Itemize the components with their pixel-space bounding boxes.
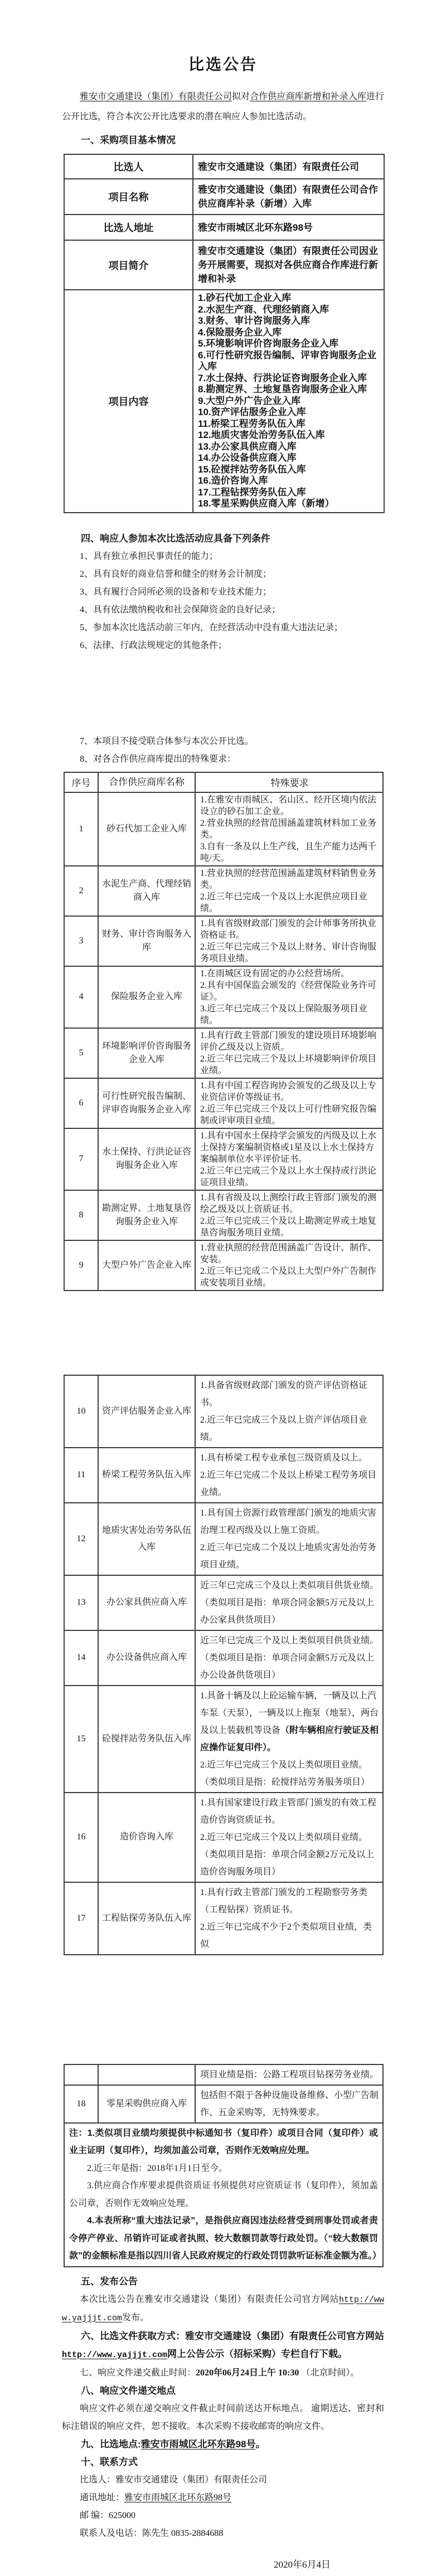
requirement-line: 1.具有国家建设行政主管部门颁发的有效工程造价咨询资质证书。 xyxy=(200,1798,377,1825)
row-no: 7 xyxy=(64,1128,98,1190)
table-row xyxy=(64,215,384,240)
condition-item: 3、具有履行合同所必须的设备和专业技术能力； xyxy=(80,587,272,597)
supplier-table-part3 xyxy=(64,2064,384,2267)
item-8: 8、对各合作供应商库提出的特殊要求： xyxy=(80,754,236,764)
row-no: 1 xyxy=(64,792,98,866)
note-1: 注：1.类似项目业绩均须提供中标通知书（复印件）或项目合同（复印件）或业主证明（复印件），均须加盖公司章，否则作无效响应处理。 xyxy=(69,2128,378,2155)
table-row xyxy=(64,1882,383,1955)
project-content-item: 8.勘测定界、土地复垦咨询服务企业入库 xyxy=(198,384,367,395)
row-name: 环境影响评价咨询服务企业入库 xyxy=(98,1028,195,1078)
project-content-item: 9.大型户外广告企业入库 xyxy=(198,395,301,406)
project-content-item: 6.可行性研究报告编制、评审咨询服务企业入库 xyxy=(198,349,377,372)
row-value: 雅安市雨城区北环东路98号 xyxy=(193,215,384,240)
row-label: 比选人地址 xyxy=(64,215,193,240)
table-row xyxy=(64,916,383,966)
row-no: 6 xyxy=(64,1078,98,1128)
requirement-line: 1.具有省级及以上测绘行政主管部门颁发的测绘乙级及以上资质证书。 xyxy=(200,1192,377,1214)
row-label: 比选人 xyxy=(64,154,193,179)
row-name: 造价咨询入库 xyxy=(98,1793,195,1882)
section4-heading: 四、响应人参加本次比选活动应具备下列条件 xyxy=(81,533,270,544)
row-name xyxy=(98,2064,195,2085)
row-name: 办公设备供应商入库 xyxy=(98,1630,195,1686)
table-row xyxy=(64,1128,383,1190)
row-name: 勘测定界、土地复垦咨询服务企业入库 xyxy=(98,1190,195,1240)
condition-item: 2、具有良好的商业信誉和健全的财务会计制度； xyxy=(80,569,272,579)
condition-item: 5、参加本次比选活动前三年内，在经营活动中没有重大违法记录； xyxy=(80,622,343,632)
condition-item: 4、具有依法缴纳税收和社会保障资金的良好记录； xyxy=(80,605,281,615)
basic-info-table xyxy=(64,154,385,513)
requirement-line: 1.在雅安市雨城区、名山区、经开区境内依法设立的砂石加工企业。 xyxy=(200,795,377,816)
table-row xyxy=(64,1575,383,1630)
project-content-item: 3.财务、审计咨询服务入库 xyxy=(198,315,311,326)
intro-paragraph xyxy=(62,87,384,127)
requirement-line: 1.具有省级财政部门颁发的会计师事务所执业资格证书。 xyxy=(200,918,377,940)
supplier-table-header xyxy=(64,772,383,792)
row-requirements xyxy=(195,1190,383,1240)
row-requirements xyxy=(195,1375,383,1448)
location-period: 。 xyxy=(255,2438,265,2450)
row-name: 工程钻探劳务队伍入库 xyxy=(98,1882,195,1955)
requirement-line: 2.具有中国保监会颁发的《经营保险业务许可证》。 xyxy=(200,980,377,1002)
project-content-item: 12.地质灾害处治劳务队伍入库 xyxy=(198,430,325,440)
project-content-item: 4.保险服务企业入库 xyxy=(198,327,282,338)
row-name: 保险服务企业入库 xyxy=(98,966,195,1028)
row-no: 5 xyxy=(64,1028,98,1078)
row-name: 办公家具供应商入库 xyxy=(98,1575,195,1630)
requirement-line: 1.具有桥梁工程专业承包三级资质及以上。 xyxy=(200,1453,368,1463)
section6-heading xyxy=(62,2327,384,2364)
document-body xyxy=(62,87,384,149)
row-requirements xyxy=(195,1240,383,1291)
location-address: 雅安市雨城区北环东路98号 xyxy=(140,2438,256,2450)
row-no: 11 xyxy=(64,1448,98,1503)
deadline-label: 七、响应文件递交截止时间： xyxy=(80,2368,196,2378)
requirement-line: 1.具有国土资源行政管理部门颁发的地质灾害治理工程丙级及以上施工资质。 xyxy=(200,1508,377,1535)
contact-person-phone: 联系人及电话：陈先生 0835-2884688 xyxy=(80,2528,224,2538)
table-row xyxy=(64,179,384,215)
project-content-item: 10.资产评估服务企业入库 xyxy=(198,407,306,417)
row-no: 2 xyxy=(64,866,98,916)
row-name: 砂石代加工企业入库 xyxy=(98,792,195,866)
row-name: 水土保持、行洪论证咨询服务企业入库 xyxy=(98,1128,195,1190)
project-content-item: 2.水泥生产商、代理经销商入库 xyxy=(198,304,329,315)
requirement-text: 1.具备十辆及以上砼运输车辆，一辆及以上汽车泵（天泵），一辆及以上拖泵（地泵），两台及以上装载机等设备 xyxy=(200,1691,379,1735)
table-row xyxy=(64,1190,383,1240)
requirement-line: 2.近三年已完成三个及以上类似项目业绩。（类似项目是指：砼搅拌站劳务服务项目） xyxy=(200,1760,370,1787)
project-content-cell xyxy=(193,290,384,513)
project-content-item: 7.水土保持、行洪论证咨询服务企业入库 xyxy=(198,372,367,383)
requirement-line: 1.营业执照的经营范围涵盖建筑材料销售业务类。 xyxy=(200,868,377,890)
row-requirements xyxy=(195,1686,383,1793)
section10-heading: 十、联系方式 xyxy=(81,2456,138,2467)
condition-item: 6、法律、行政法规规定的其他条件； xyxy=(80,640,227,650)
project-content-item: 13.办公家具供应商入库 xyxy=(198,441,297,452)
supplier-table-part1 xyxy=(64,772,384,1291)
section9-location xyxy=(62,2436,384,2453)
requirement-line: 2.近三年已完成三个及以上水土保持或行洪论证项目业绩。 xyxy=(200,1166,377,1187)
document-date: 2020年6月4日 xyxy=(274,2559,331,2570)
table-row xyxy=(64,1375,383,1448)
requirement-line xyxy=(200,1687,379,1756)
table-row xyxy=(64,1686,383,1793)
row-no xyxy=(64,2064,98,2085)
project-content-item: 14.办公设备供应商入库 xyxy=(198,452,297,463)
row-no: 3 xyxy=(64,916,98,966)
table-row xyxy=(64,866,383,916)
table-row xyxy=(64,240,384,290)
project-content-item: 17.工程钻探劳务队伍入库 xyxy=(198,486,306,498)
requirement-line: 项目业绩是指：公路工程项目钻探劳务业绩。 xyxy=(200,2069,379,2080)
requirement-line: 1.营业执照的经营范围涵盖广告设计、制作、安装。 xyxy=(200,1243,377,1264)
row-no: 13 xyxy=(64,1575,98,1630)
item-7: 7、本项目不接受联合体参与本次公开比选。 xyxy=(80,736,254,746)
requirement-line: 2.近三年已完成二个及以上桥梁工程劳务项目业绩。 xyxy=(200,1470,377,1497)
requirement-line: 2.近三年已完成不少于2个类似项目业绩，类似 xyxy=(200,1922,372,1949)
table-row xyxy=(64,1448,383,1503)
note-3: 3.供应商合作库要求提供资质证书须提供对应资质证书（复印件），须加盖公司章，否则作无效响应处理。 xyxy=(69,2181,378,2208)
requirement-line: 1.具有行政主管部门颁发的工程勘察劳务类（工程钻探）资质证书。 xyxy=(200,1887,368,1915)
row-no: 10 xyxy=(64,1375,98,1448)
deadline-timezone: （北京时间）。 xyxy=(299,2368,360,2378)
requirement-line: 2.近三年已完成二个及以上地质灾害处治劳务项目业绩。 xyxy=(200,1542,377,1570)
project-content-item: 11.桥梁工程劳务队伍入库 xyxy=(198,418,306,429)
requirement-line: 1.具有中国水土保持学会颁发的丙级及以上水土保持方案编制资格或1星及以上水土保持方案编制单位水平评价证书。 xyxy=(200,1131,377,1164)
section6-text: 六、比选文件获取方式：雅安市交通建设（集团）有限责任公司官方网站 xyxy=(81,2330,384,2341)
table-row xyxy=(64,1028,383,1078)
row-requirements xyxy=(195,1575,383,1630)
row-requirements xyxy=(195,1028,383,1078)
contact-address-label: 通讯地址： xyxy=(80,2492,125,2502)
requirement-line: 1.具备省级财政部门颁发的资产评估资格证书。 xyxy=(200,1380,368,1408)
header-req: 特殊要求 xyxy=(195,772,383,792)
requirement-line: 近三年已完成三个及以上类似项目供货业绩。（类似项目是指：单项合同金额5万元及以上办公设备供货项目） xyxy=(200,1635,379,1680)
row-no: 9 xyxy=(64,1240,98,1291)
row-name: 财务、审计咨询服务入库 xyxy=(98,916,195,966)
row-name: 桥梁工程劳务队伍入库 xyxy=(98,1448,195,1503)
table-row xyxy=(64,1078,383,1128)
row-requirements xyxy=(195,1793,383,1882)
row-requirements xyxy=(195,2085,383,2123)
page-break-gap xyxy=(0,1955,446,2064)
section5-text-post: 发布。 xyxy=(122,2312,149,2322)
row-requirements xyxy=(195,792,383,866)
row-requirements xyxy=(195,916,383,966)
requirement-line: 2.近三年已完成三个及以上可行性研究报告编制或评审项目业绩。 xyxy=(200,1104,377,1126)
row-label: 项目内容 xyxy=(64,290,193,513)
notes-row xyxy=(64,2123,383,2267)
requirement-bold-text: （附车辆相应行驶证及相应操作证复印件）。 xyxy=(200,1725,379,1752)
requirement-line: 近三年已完成三个及以上类似项目供货业绩。（类似项目是指：单项合同金额5万元及以上办公家具供货项目） xyxy=(200,1580,379,1625)
row-requirements xyxy=(195,1448,383,1503)
page-break-gap xyxy=(62,655,384,733)
header-no: 序号 xyxy=(64,772,98,792)
project-content-item: 16.造价咨询入库 xyxy=(198,475,268,486)
row-name: 砼搅拌站劳务队伍入库 xyxy=(98,1686,195,1793)
row-name: 地质灾害处治劳务队伍入库 xyxy=(98,1503,195,1575)
row-value: 雅安市交通建设（集团）有限责任公司 xyxy=(193,154,384,179)
requirement-line: 2.近三年已完成二个及以上大型户外广告制作或安装项目业绩。 xyxy=(200,1266,377,1288)
intro-company-underline: 雅安市交通建设（集团）有限责任公司 xyxy=(80,92,232,101)
row-requirements xyxy=(195,2064,383,2085)
requirement-line: 包括但不限于各种设施设备维修、小型广告制作、五金采购等，无特殊要求。 xyxy=(200,2090,379,2117)
notes-cell xyxy=(64,2123,383,2267)
row-no: 16 xyxy=(64,1793,98,1882)
row-no: 12 xyxy=(64,1503,98,1575)
row-value: 雅安市交通建设（集团）有限责任公司合作供应商库补录（新增）入库 xyxy=(193,179,384,215)
row-requirements xyxy=(195,966,383,1028)
row-no: 18 xyxy=(64,2085,98,2123)
table-row xyxy=(64,1240,383,1291)
row-no: 17 xyxy=(64,1882,98,1955)
row-name: 资产评估服务企业入库 xyxy=(98,1375,195,1448)
requirement-line: 2.近三年已完成三个及以上资产评估项目业绩。 xyxy=(200,1415,368,1442)
section8-heading: 八、响应文件递交地点 xyxy=(81,2385,176,2396)
row-name: 零星采购供应商入库 xyxy=(98,2085,195,2123)
section1-heading: 一、采购项目基本情况 xyxy=(81,135,176,145)
website-link[interactable]: http://www.yajjjt.com xyxy=(62,2350,168,2360)
table-row xyxy=(64,1630,383,1686)
contact-postcode: 邮 编：625000 xyxy=(80,2510,136,2520)
requirement-line: 2.近三年已完成一个及以上水泥供应项目业绩。 xyxy=(200,892,368,913)
row-no: 4 xyxy=(64,966,98,1028)
project-content-item: 1.砂石代加工企业入库 xyxy=(198,293,292,303)
supplier-table-part2 xyxy=(64,1375,384,1955)
table-row xyxy=(64,1503,383,1575)
table-row xyxy=(64,290,384,513)
row-no: 8 xyxy=(64,1190,98,1240)
deadline-datetime: 2020年06月24日上午 10:30 xyxy=(196,2368,299,2378)
row-requirements xyxy=(195,1630,383,1686)
section6-text-post: 网上公告公示（招标采购）专栏自行下载。 xyxy=(167,2348,348,2359)
condition-item: 1、具有独立承担民事责任的能力； xyxy=(80,551,219,561)
document-page xyxy=(0,53,446,2574)
table-row xyxy=(64,2085,383,2123)
requirement-line: 1.具有中国工程咨询协会颁发的乙级及以上专业资信评价等级证书。 xyxy=(200,1080,377,1102)
contact-bixuanren: 比选人：雅安市交通建设（集团）有限责任公司 xyxy=(80,2475,268,2485)
page-break-gap xyxy=(0,1291,446,1375)
intro-project-underline: 合作供应商库新增和补录入库 xyxy=(250,92,366,101)
requirement-line: 2.近三年已完成三个及以上类似项目业绩。（类似项目是指：单项合同金额2万元及以上造价咨询服务项目） xyxy=(200,1832,375,1877)
table-row xyxy=(64,1793,383,1882)
row-label: 项目名称 xyxy=(64,179,193,215)
intro-rest: 进行公开比选，符合本次公开比选要求的潜在响应人参加比选活动。 xyxy=(62,92,384,121)
section8-paragraph: 响应文件必须在递交响应文件截止时间前送达开标地点。 逾期送达、密封和标注错误的响应文件，恕不接收。本次采购不接收邮寄的响应文件。 xyxy=(62,2403,384,2431)
requirement-line: 2.营业执照的经营范围涵盖建筑材料加工业务类。 xyxy=(200,818,377,840)
project-content-list xyxy=(198,293,379,510)
row-requirements xyxy=(195,866,383,916)
project-content-item: 5.环境影响评价咨询服务企业入库 xyxy=(198,338,339,349)
section5-text: 本次比选公告在雅安市交通建设（集团）有限责任公司官方网站 xyxy=(80,2294,339,2304)
intro-mid: 拟对 xyxy=(232,92,250,101)
row17-continuation xyxy=(64,2064,383,2085)
note-4: 4.本表所称“重大违法记录”，是指供应商因违法经营受到刑事处罚或者责令停产停业、吊销许可证或者执照、较大数额罚款等行政处罚。（“较大数额罚款”的金额标准是指以四川省人民政府规定的行政处罚罚款听证标准金额为准。） xyxy=(69,2216,382,2261)
row-name: 可行性研究报告编制、评审咨询服务企业入库 xyxy=(98,1078,195,1128)
row-name: 水泥生产商、代理经销商入库 xyxy=(98,866,195,916)
requirement-line: 2.近三年已完成三个及以上勘测定界或土地复垦咨询服务项目业绩。 xyxy=(200,1216,377,1238)
section7-deadline xyxy=(62,2364,384,2382)
document-title: 比选公告 xyxy=(188,56,258,73)
requirement-line: 3.自有一条及以上生产线，且生产能力达两千吨/天。 xyxy=(200,841,377,863)
contact-address-value: 雅安市雨城区北环东路98号 xyxy=(124,2492,232,2502)
row-requirements xyxy=(195,1078,383,1128)
table-row xyxy=(64,792,383,866)
header-name: 合作供应商库名称 xyxy=(98,772,195,792)
contact-address xyxy=(62,2489,384,2507)
section5-paragraph xyxy=(62,2291,384,2327)
requirement-line: 1.具有行政主管部门颁发的建设项目环境影响评价乙级及以上资质。 xyxy=(200,1030,377,1052)
requirement-line: 1.在雨城区设有固定的办公经营场所。 xyxy=(200,968,350,978)
requirement-line: 3.近三年已完成三个及以上保险服务项目业绩。 xyxy=(200,1004,368,1025)
row-label: 项目简介 xyxy=(64,240,193,290)
table-row xyxy=(64,154,384,179)
note-2: 2.近三年是指：2018年1月1日至今。 xyxy=(87,2163,228,2173)
row-requirements xyxy=(195,1128,383,1190)
row-no: 14 xyxy=(64,1630,98,1686)
project-content-item: 15.砼搅拌站劳务队伍入库 xyxy=(198,464,306,475)
row-no: 15 xyxy=(64,1686,98,1793)
row-value: 雅安市交通建设（集团）有限责任公司因业务开展需要，现拟对各供应商合作库进行新增和补录 xyxy=(193,240,384,290)
section5-heading: 五、发布公告 xyxy=(81,2276,138,2287)
website-link[interactable]: http://www.yajjjt.com xyxy=(62,2295,384,2323)
row-requirements xyxy=(195,1503,383,1575)
requirement-line: 2.近三年已完成三个及以上环境影响评价项目业绩。 xyxy=(200,1054,377,1075)
table-row xyxy=(64,966,383,1028)
requirement-line: 2.近三年已完成三个及以上财务、审计咨询服务项目业绩。 xyxy=(200,942,377,963)
project-content-item: 18.零星采购供应商入库（新增） xyxy=(198,498,334,509)
location-label: 九、比选地点: xyxy=(81,2438,141,2450)
conditions-list xyxy=(62,548,384,655)
row-requirements xyxy=(195,1882,383,1955)
row-name: 大型户外广告企业入库 xyxy=(98,1240,195,1291)
